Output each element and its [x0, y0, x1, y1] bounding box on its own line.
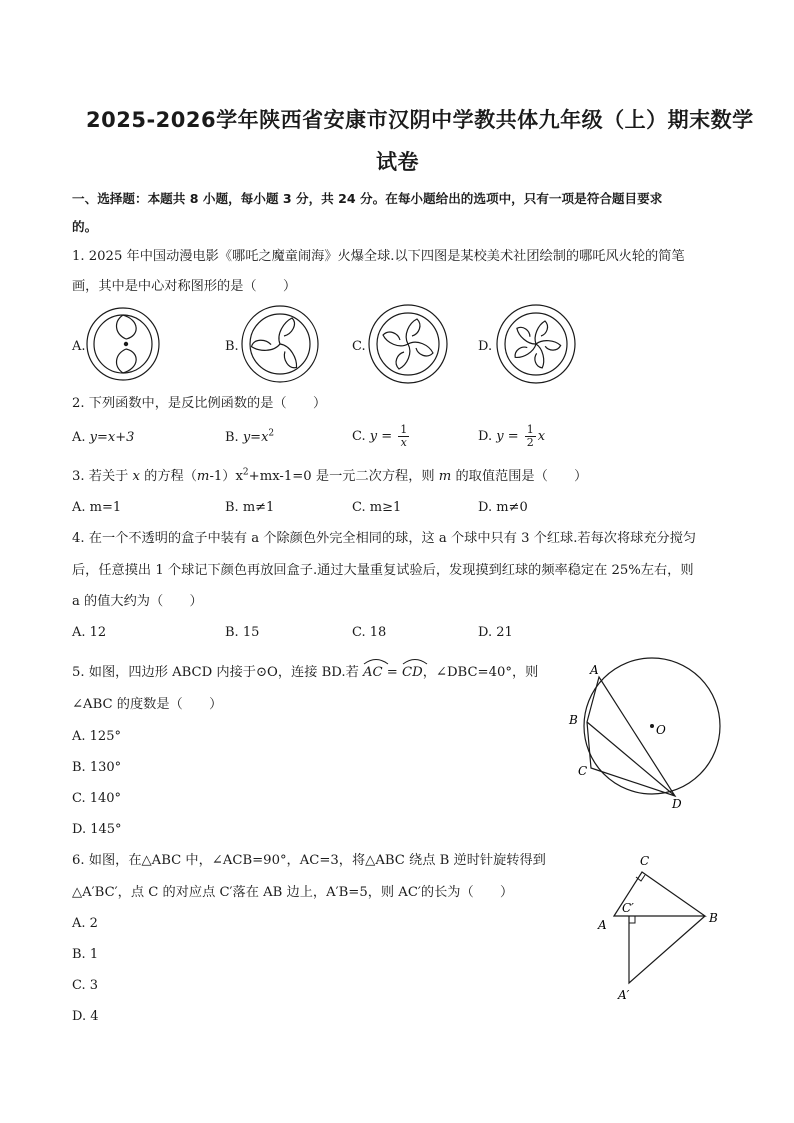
arc-ac	[363, 661, 383, 682]
q6-option-d: D. 4	[72, 1009, 99, 1024]
triangle-rotation-figure	[590, 845, 730, 1005]
exam-title-line2: 试卷	[376, 150, 419, 174]
q2-option-c-fraction	[398, 424, 409, 449]
point-a-label: A	[590, 663, 599, 677]
q1-option-b-label: B.	[225, 339, 239, 354]
q2-option-b: B. $y=x^2$	[225, 428, 275, 445]
q4-option-c: C. 18	[352, 625, 387, 640]
q5-stem-part: 5. 如图，四边形 ABCD 内接于⊙O，连接 BD.若	[72, 665, 359, 680]
q3-stem-part: +mx-1=0 是一元二次方程，则	[248, 469, 439, 484]
q2-option-d-fraction	[525, 424, 536, 449]
q3-stem: 3. 若关于 x 的方程$(m-1)x^2+mx-1=0$ 是一元二次方程，则 m 的取值范围是（ ）	[72, 467, 588, 484]
q1-stem-line2: 画，其中是中心对称图形的是（ ）	[72, 279, 297, 294]
q1-option-d-label: D.	[478, 339, 493, 354]
q2-option-c	[352, 424, 411, 449]
q2-option-a-expr: y=x+3	[89, 430, 135, 445]
q3-option-b: B. m≠1	[225, 500, 275, 515]
q6-option-c: C. 3	[72, 978, 99, 993]
wheel-figure-a	[85, 306, 161, 382]
q6-stem-line2: △A′BC′，点 C 的对应点 C′落在 AB 边上，A′B=5，则 AC′的长为（ ）	[72, 885, 514, 900]
q2-stem: 2. 下列函数中，是反比例函数的是（ ）	[72, 396, 327, 411]
point-a-prime-label: A′	[618, 988, 630, 1002]
section1-header-line2: 的。	[72, 219, 98, 234]
q4-stem-line1: 4. 在一个不透明的盒子中装有 a 个除颜色外完全相同的球，这 a 个球中只有 3 个红球.若每次将球充分搅匀	[72, 531, 697, 546]
q5-option-c: C. 140°	[72, 791, 122, 806]
q2-option-d-label: D.	[478, 429, 497, 444]
point-b-label: B	[569, 713, 578, 727]
wheel-figure-c	[367, 303, 449, 385]
q4-option-a: A. 12	[72, 625, 107, 640]
arc-cd	[402, 661, 423, 682]
q2-option-d-denominator: 2	[526, 436, 534, 449]
section1-header-line1: 一、选择题：本题共 8 小题，每小题 3 分，共 24 分。在每小题给出的选项中，只有一项是符合题目要求	[72, 191, 663, 206]
circle-quadrilateral-figure	[560, 650, 730, 810]
q2-option-c-numerator: 1	[400, 423, 408, 436]
q2-option-b-label: B.	[225, 430, 243, 445]
q3-stem-var: m	[196, 469, 210, 484]
q6-stem-line1: 6. 如图，在△ABC 中，∠ACB=90°，AC=3，将△ABC 绕点 B 逆时针旋转得到	[72, 853, 546, 868]
wheel-figure-b	[240, 304, 320, 384]
q2-option-d	[478, 424, 545, 449]
point-a-label: A	[598, 918, 607, 932]
q1-option-a-label: A.	[72, 339, 86, 354]
q6-option-a: A. 2	[72, 916, 98, 931]
q3-stem-part: -1）x	[209, 469, 243, 484]
q2-option-c-lhs: y =	[369, 429, 393, 444]
q1-option-c-label: C.	[352, 339, 366, 354]
q5-option-b: B. 130°	[72, 760, 122, 775]
q2-option-c-label: C.	[352, 429, 370, 444]
q4-stem-line3: a 的值大约为（ ）	[72, 594, 203, 609]
q4-option-b: B. 15	[225, 625, 260, 640]
q2-option-d-rhs: x	[537, 429, 546, 444]
point-o-label: O	[656, 723, 666, 737]
q4-stem-line2: 后，任意摸出 1 个球记下颜色再放回盒子.通过大量重复试验后，发现摸到红球的频率稳定在 25%左右，则	[72, 563, 694, 578]
q3-stem-var: m	[438, 469, 452, 484]
q5-equals: =	[382, 665, 403, 680]
point-c-label: C	[578, 764, 588, 778]
q5-option-a: A. 125°	[72, 729, 121, 744]
q2-option-c-denominator: x	[400, 436, 407, 449]
q3-stem-part: 3. 若关于	[72, 469, 133, 484]
q2-option-b-expr: y=x	[242, 430, 269, 445]
q3-stem-part: 的方程（	[139, 469, 197, 484]
q3-option-c: C. m≥1	[352, 500, 402, 515]
point-d-label: D	[672, 797, 682, 810]
q3-stem-var: x	[132, 469, 140, 484]
q4-option-d: D. 21	[478, 625, 513, 640]
arc-ac-label: AC	[362, 665, 383, 680]
q3-option-a: A. m=1	[72, 500, 122, 515]
q2-option-a	[72, 430, 134, 445]
arc-cd-label: CD	[402, 665, 423, 680]
point-b-label: B	[709, 911, 718, 925]
q5-stem-line2: ∠ABC 的度数是（ ）	[72, 697, 223, 712]
q2-option-a-label: A.	[72, 430, 90, 445]
point-c-label: C	[640, 854, 650, 868]
q1-stem-line1: 1. 2025 年中国动漫电影《哪吒之魔童闹海》火爆全球.以下四图是某校美术社团绘制的哪吒风火轮的简笔	[72, 249, 685, 264]
exam-title-line1: 2025-2026学年陕西省安康市汉阴中学教共体九年级（上）期末数学	[86, 108, 754, 132]
q6-option-b: B. 1	[72, 947, 99, 962]
point-c-prime-label: C′	[622, 901, 634, 915]
q5-stem-part: ，∠DBC=40°，则	[422, 665, 539, 680]
q2-option-d-lhs: y =	[496, 429, 519, 444]
q2-option-d-numerator: 1	[526, 423, 534, 436]
q5-stem-line1	[72, 661, 538, 682]
wheel-figure-d	[495, 303, 577, 385]
q5-option-d: D. 145°	[72, 822, 122, 837]
q3-option-d: D. m≠0	[478, 500, 528, 515]
q3-stem-part: 的取值范围是（ ）	[451, 469, 588, 484]
